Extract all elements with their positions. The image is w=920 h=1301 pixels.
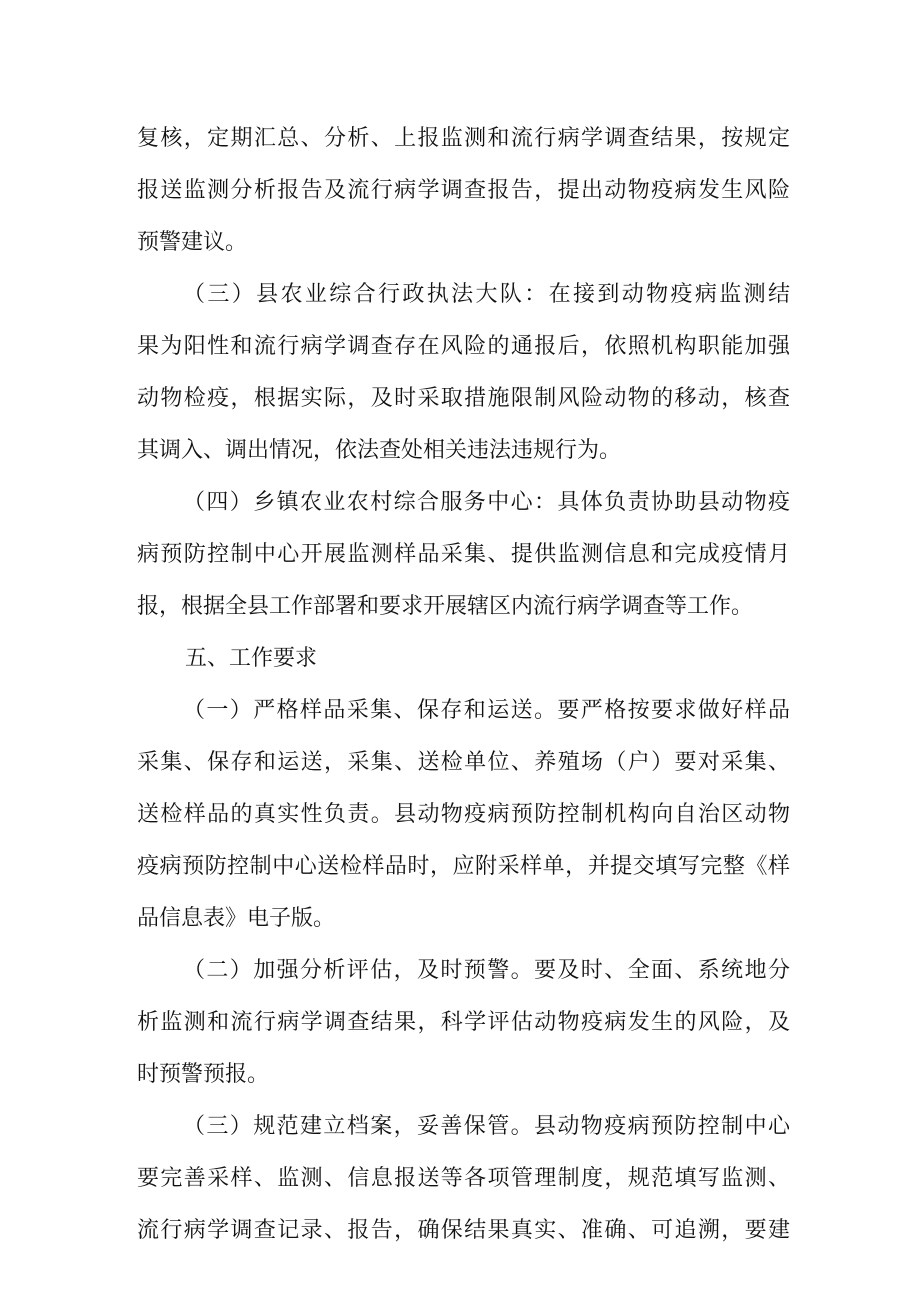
text-line: 要完善采样、监测、信息报送等各项管理制度，规范填写监测、 (137, 1166, 790, 1191)
document-body (137, 113, 790, 1257)
paragraph-first-line: （二）加强分析评估，及时预警。要及时、全面、系统地分 (183, 958, 790, 983)
text-line: 报，根据全县工作部署和要求开展辖区内流行病学调查等工作。 (137, 594, 754, 619)
text-line: 动物检疫，根据实际，及时采取措施限制风险动物的移动，核查 (137, 386, 790, 411)
text-line: 析监测和流行病学调查结果，科学评估动物疫病发生的风险，及 (137, 1010, 790, 1035)
text-line: 疫病预防控制中心送检样品时，应附采样单，并提交填写完整《样 (137, 854, 790, 879)
text-line: 果为阳性和流行病学调查存在风险的通报后，依照机构职能加强 (137, 334, 790, 359)
paragraph-first-line: （三）规范建立档案，妥善保管。县动物疫病预防控制中心 (183, 1114, 790, 1139)
text-line: 病预防控制中心开展监测样品采集、提供监测信息和完成疫情月 (137, 542, 790, 567)
text-line: 时预警预报。 (137, 1062, 270, 1087)
paragraph-first-line: （一）严格样品采集、保存和运送。要严格按要求做好样品 (183, 698, 790, 723)
paragraph-first-line: （四）乡镇农业农村综合服务中心：具体负责协助县动物疫 (183, 490, 790, 515)
text-line: 采集、保存和运送，采集、送检单位、养殖场（户）要对采集、 (137, 750, 790, 775)
text-line: 流行病学调查记录、报告，确保结果真实、准确、可追溯，要建 (137, 1218, 790, 1243)
text-line: 品信息表》电子版。 (137, 906, 336, 931)
text-line: 复核，定期汇总、分析、上报监测和流行病学调查结果，按规定 (137, 126, 790, 151)
text-line: 送检样品的真实性负责。县动物疫病预防控制机构向自治区动物 (137, 802, 790, 827)
paragraph-first-line: （三）县农业综合行政执法大队：在接到动物疫病监测结 (183, 282, 790, 307)
section-heading: 五、工作要求 (185, 646, 318, 671)
text-line: 预警建议。 (137, 230, 248, 255)
text-line: 报送监测分析报告及流行病学调查报告，提出动物疫病发生风险 (137, 178, 790, 203)
text-line: 其调入、调出情况，依法查处相关违法违规行为。 (137, 438, 622, 463)
